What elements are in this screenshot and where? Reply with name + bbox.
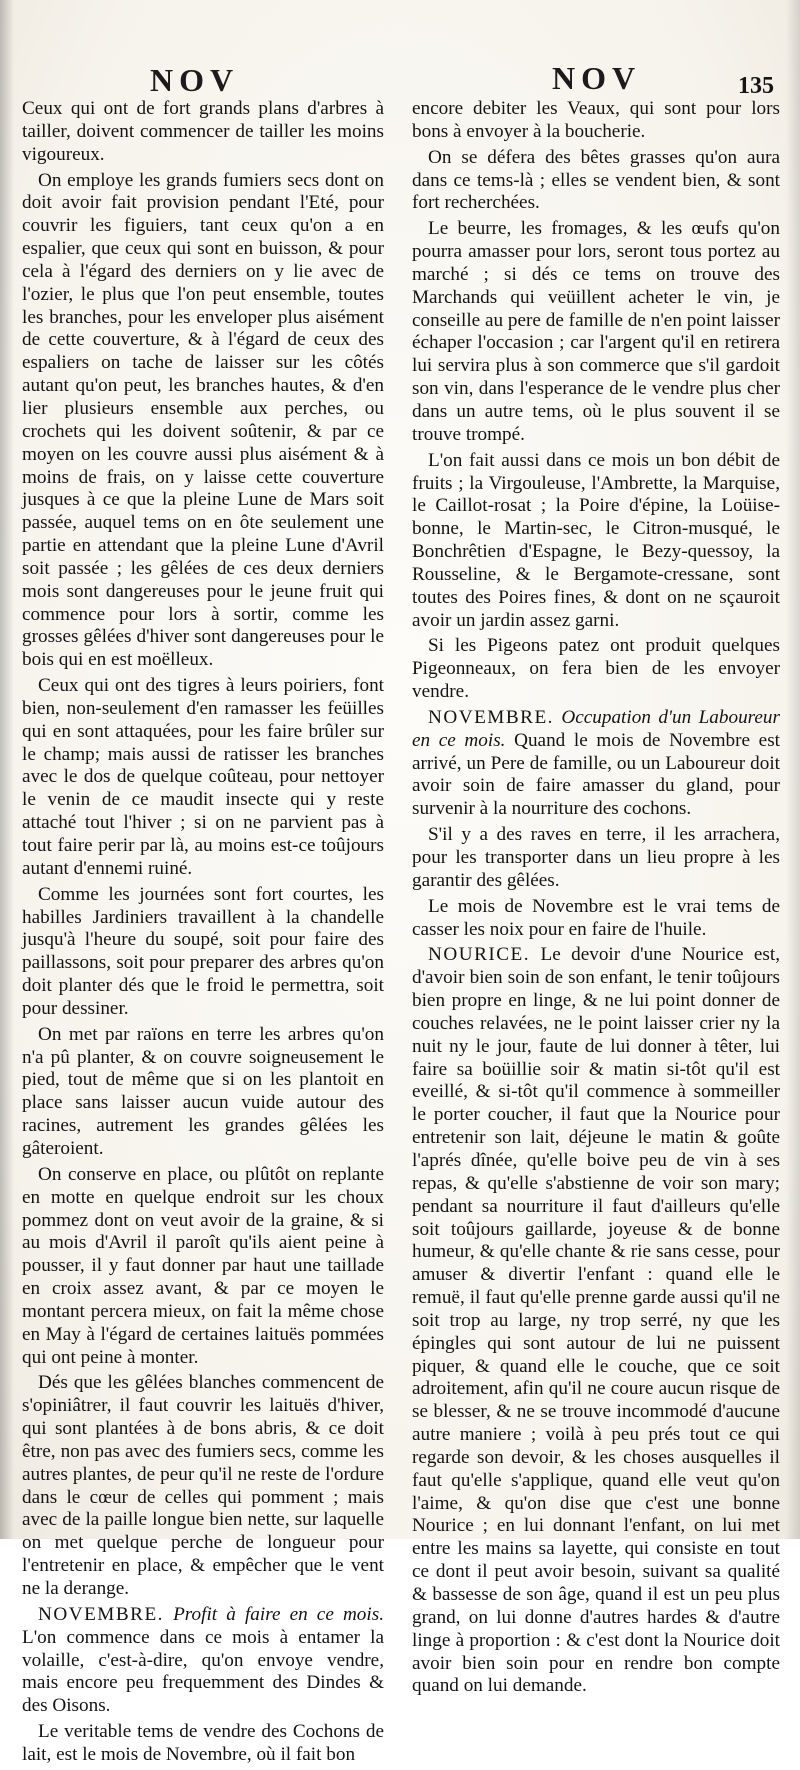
entry-heading: NOVEMBRE.	[38, 1603, 164, 1625]
entry-subheading: Occupation d'un Laboureur en ce mois.	[412, 706, 780, 751]
paragraph	[22, 1721, 384, 1767]
binding-shadow	[0, 0, 14, 1539]
article-paragraph	[22, 1604, 384, 1718]
paragraph	[412, 896, 780, 942]
continued-paragraph	[412, 98, 780, 144]
paragraph	[412, 824, 780, 893]
article-paragraph	[412, 944, 780, 1698]
running-head-right: NOV	[552, 60, 642, 96]
entry-heading: NOURICE.	[428, 944, 531, 966]
left-text-column	[22, 98, 384, 1770]
continued-paragraph	[22, 98, 384, 167]
paragraph-text: Le mois de Novembre est le vrai tems de casser les noix pour en faire de l'huile.	[412, 895, 780, 940]
paragraph-text: Quand le mois de Novembre est arrivé, un Pere de famille, ou un Laboureur doit avoir soin de faire amasser du gland, pour survenir à la nourriture des cochons.	[412, 729, 781, 820]
page-edge-shadow	[786, 0, 800, 1539]
paragraph	[412, 635, 780, 704]
paragraph	[22, 1372, 384, 1600]
paragraph	[412, 218, 780, 446]
entry-subheading: Profit à faire en ce mois.	[173, 1603, 384, 1625]
paragraph	[412, 450, 780, 633]
paragraph	[412, 147, 780, 216]
paragraph-text: On met par raïons en terre les arbres qu'on n'a pû planter, & on couvre soigneusement le pied, tout de même que si on les plantoit en place sans laisser aucun vuide autour des racines, autrement les grandes gêlées les gâteroient.	[22, 1023, 384, 1159]
page-number: 135	[738, 73, 774, 99]
paragraph	[22, 1024, 384, 1161]
article-paragraph	[412, 707, 780, 821]
paragraph-text: S'il y a des raves en terre, il les arrachera, pour les transporter dans un lieu propre à les garantir des gêlées.	[412, 824, 780, 891]
paragraph-text: On employe les grands fumiers secs dont on doit avoir fait provision pendant l'Eté, pour couvrir les figuiers, tant ceux qu'on a en espalier, que ceux qui sont en buisson, & pour cela à l'égard des derniers on y lie avec de l'ozier, le plus que l'on peut ensemble, toutes les branches, pour les enveloper plus aisément de cette couverture, & à l'égard de ceux des espaliers on tache de laisser sur les côtés autant qu'on peut, les branches hautes, & d'en lier plusieurs ensemble aux perches, ou crochets qui les doivent soûtenir, & par ce moyen on les couvre aussi plus aisément & à moins de frais, on y laisse cette couverture jusques à ce que la pleine Lune de Mars soit passée, auquel tems on en ôte seulement une partie en attendant que la pleine Lune d'Avril soit passée ; les gêlées de ces deux derniers mois sont dangereuses pour le jeune fruit qui commence pour lors à sortir, comme les grosses gêlées d'hiver sont dangereuses pour le bois qui en est moëlleux.	[22, 169, 384, 671]
paragraph	[22, 675, 384, 881]
running-head-left: NOV	[150, 62, 240, 98]
right-text-column	[412, 98, 780, 1701]
paragraph-text: Dés que les gêlées blanches commencent de s'opiniâtrer, il faut couvrir les laituës d'hiver, qui sont plantées à de bons abris, & ce doit être, non pas avec des fumiers secs, comme les autres plantes, de peur qu'il ne reste de l'ordure dans le cœur de celles qui pomment ; mais avec de la paille longue bien nette, sur laquelle on met quelque perche de longueur pour l'entretenir en place, & empêcher que le vent ne la derange.	[22, 1372, 384, 1599]
paragraph-text: Ceux qui ont de fort grands plans d'arbres à tailler, doivent commencer de tailler les moins vigoureux.	[22, 98, 384, 165]
entry-heading: NOVEMBRE.	[428, 706, 554, 728]
paragraph-text: Le devoir d'une Nourice est, d'avoir bien soin de son enfant, le tenir toûjours bien propre en linge, & ne lui point donner de couches relavées, ne le point laisser crier ny la nuit ny le jour, faute de lui donner à têter, lui faire sa boüillie soir & matin si-tôt qu'il est eveillé, & si-tôt qu'il commence à sommeiller le porter coucher, il faut que la Nourice pour entretenir son lait, déjeune le matin & goûte l'aprés dînée, qu'elle boive peu de vin à ses repas, & qu'elle s'abstienne de voir son mary; pendant sa nourriture il faut d'ailleurs qu'elle soit toûjours gaillarde, joyeuse & de bonne humeur, & qu'elle chante & rie sans cesse, pour amuser & divertir l'enfant : quand elle le remuë, il faut qu'elle prenne garde aussi qu'il ne soit trop au large, ny trop serré, ny que les épingles qui sont autour de lui ne puissent piquer, & quand elle le couche, que ce soit adroitement, afin qu'il ne coure aucun risque de se blesser, & ne se trouve incommodé d'aucune autre maniere ; voilà à peu prés tout ce qui regarde son devoir, & les choses ausquelles il faut qu'elle s'applique, quand elle veut qu'on l'aime, & qu'on dise que c'est une bonne Nourice ; en lui donnant l'enfant, on lui met entre les mains sa layette, qui consiste en tout ce dont il peut avoir besoin, suivant sa qualité & bassesse de son âge, quand il est un peu plus grand, on lui donne d'autres hardes & d'autre linge à proportion : & c'est dont la Nourice doit avoir bien soin pour en rendre bon compte quand on lui demande.	[412, 944, 781, 1697]
paragraph	[22, 170, 384, 673]
paragraph	[22, 1164, 384, 1370]
paragraph-text: Comme les journées sont fort courtes, les habilles Jardiniers travaillent à la chandelle jusqu'à l'heure du soupé, soit pour faire des paillassons, soit pour preparer des arbres qu'on doit planter dés que le froid le permettra, soit pour dessiner.	[22, 883, 384, 1019]
paragraph-text: Le veritable tems de vendre des Cochons de lait, est le mois de Novembre, où il fait bon	[22, 1721, 384, 1765]
paragraph-text: Ceux qui ont des tigres à leurs poiriers, font bien, non-seulement d'en ramasser les feüilles qui en sont attaquées, pour les faire brûler sur le champ; mais aussi de ratisser les branches avec le dos de quelque coûteau, pour nettoyer le venin de ce maudit insecte qui y reste attaché tout l'hiver ; si on ne parvient pas à tout faire perir par là, au moins est-ce toûjours autant d'ennemi ruiné.	[22, 675, 384, 879]
paragraph-text: L'on commence dans ce mois à entamer la volaille, c'est-à-dire, qu'on envoye vendre, mais encore peu frequemment des Dindes & des Oisons.	[22, 1626, 384, 1717]
paragraph	[22, 884, 384, 1021]
paragraph-text: On conserve en place, ou plûtôt on replante en motte en quelque endroit sur les choux pommez dont on veut avoir de la graine, & si au mois d'Avril il paroît qu'ils aient peine à pousser, il y faut donner par haut une taillade en croix assez avant, & par ce moyen le montant percera mieux, on fait la même chose en May à l'égard de certaines laituës pommées qui ont peine à monter.	[22, 1163, 384, 1368]
paragraph-text: Si les Pigeons patez ont produit quelques Pigeonneaux, on fera bien de les envoyer vendre.	[412, 635, 780, 703]
paragraph-text: L'on fait aussi dans ce mois un bon débit de fruits ; la Virgouleuse, l'Ambrette, la Marquise, le Caillot-rosat ; la Poire d'épine, la Loüise-bonne, le Martin-sec, le Citron-musqué, le Bonchrêtien d'Espagne, le Bezy-quessoy, la Rousseline, & le Bergamote-cressane, sont toutes des Poires fines, & dont on ne sçauroit avoir un jardin assez garni.	[412, 449, 780, 631]
paragraph-text: On se défera des bêtes grasses qu'on aura dans ce tems-là ; elles se vendent bien, & sont fort recherchées.	[412, 146, 780, 214]
paragraph-text: Le beurre, les fromages, & les œufs qu'on pourra amasser pour lors, seront tous portez au marché ; si dés ce tems on trouve des Marchands qui veüillent acheter le vin, je conseille au pere de famille de n'en point laisser échaper l'occasion ; car l'argent qu'il en retirera lui servira plus à son commerce que s'il gardoit son vin, dans l'esperance de le vendre plus cher dans un autre tems, où le plus souvent il se trouve trompé.	[412, 218, 780, 445]
paragraph-text: encore debiter les Veaux, qui sont pour lors bons à envoyer à la boucherie.	[412, 98, 780, 142]
